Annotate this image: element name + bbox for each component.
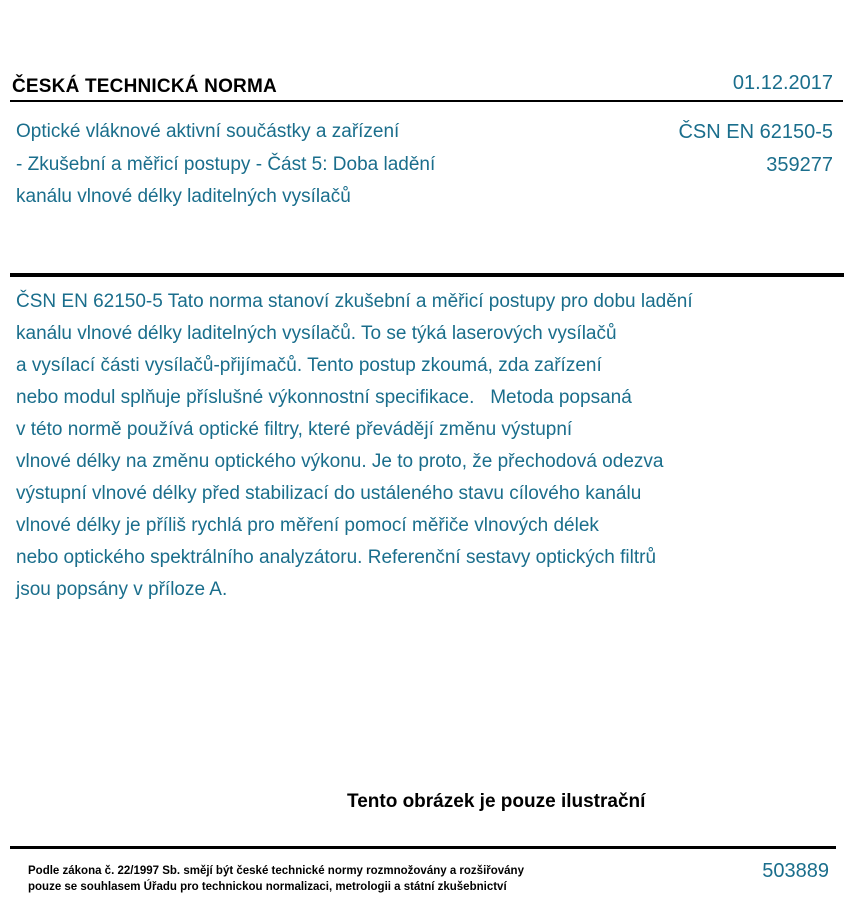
abstract-line: ČSN EN 62150-5 Tato norma stanoví zkušební a měřicí postupy pro dobu ladění xyxy=(16,291,693,312)
abstract-line: a vysílací části vysílačů-přijímačů. Tento postup zkoumá, zda zařízení xyxy=(16,355,602,376)
abstract-line: v této normě používá optické filtry, které převádějí změnu výstupní xyxy=(16,419,573,440)
standard-title xyxy=(16,116,536,214)
abstract-line: nebo modul splňuje příslušné výkonnostní specifikace. Metoda popsaná xyxy=(16,387,632,408)
classification-number: 359277 xyxy=(766,153,833,176)
abstract-line: výstupní vlnové délky před stabilizací do ustáleného stavu cílového kanálu xyxy=(16,483,642,504)
abstract-line: jsou popsány v příloze A. xyxy=(16,579,228,600)
footer-divider xyxy=(10,846,836,849)
document-id: 503889 xyxy=(762,860,829,882)
abstract-line: kanálu vlnové délky laditelných vysílačů. To se týká laserových vysílačů xyxy=(16,323,617,344)
norm-type-title: ČESKÁ TECHNICKÁ NORMA xyxy=(12,76,277,97)
abstract-line: vlnové délky na změnu optického výkonu. Je to proto, že přechodová odezva xyxy=(16,451,664,472)
header-divider xyxy=(10,100,843,102)
abstract-line: nebo optického spektrálního analyzátoru. Referenční sestavy optických filtrů xyxy=(16,547,657,568)
publication-date: 01.12.2017 xyxy=(732,72,833,94)
standard-title-line: kanálu vlnové délky laditelných vysílačů xyxy=(16,186,351,207)
section-divider xyxy=(10,273,844,277)
standard-title-line: Optické vláknové aktivní součástky a zařízení xyxy=(16,121,400,142)
abstract-line: vlnové délky je příliš rychlá pro měření pomocí měřiče vlnových délek xyxy=(16,515,599,536)
legal-notice xyxy=(28,863,524,895)
abstract-text xyxy=(16,286,806,606)
legal-notice-line: pouze se souhlasem Úřadu pro technickou normalizaci, metrologii a státní zkušebnictví xyxy=(28,881,507,893)
standard-code: ČSN EN 62150-5 xyxy=(678,121,833,143)
illustration-note: Tento obrázek je pouze ilustrační xyxy=(347,791,646,812)
standard-title-line: - Zkušební a měřicí postupy - Část 5: Doba ladění xyxy=(16,153,436,175)
legal-notice-line: Podle zákona č. 22/1997 Sb. smějí být české technické normy rozmnožovány a rozšiřovány xyxy=(28,865,524,877)
standard-identifiers xyxy=(678,116,833,181)
